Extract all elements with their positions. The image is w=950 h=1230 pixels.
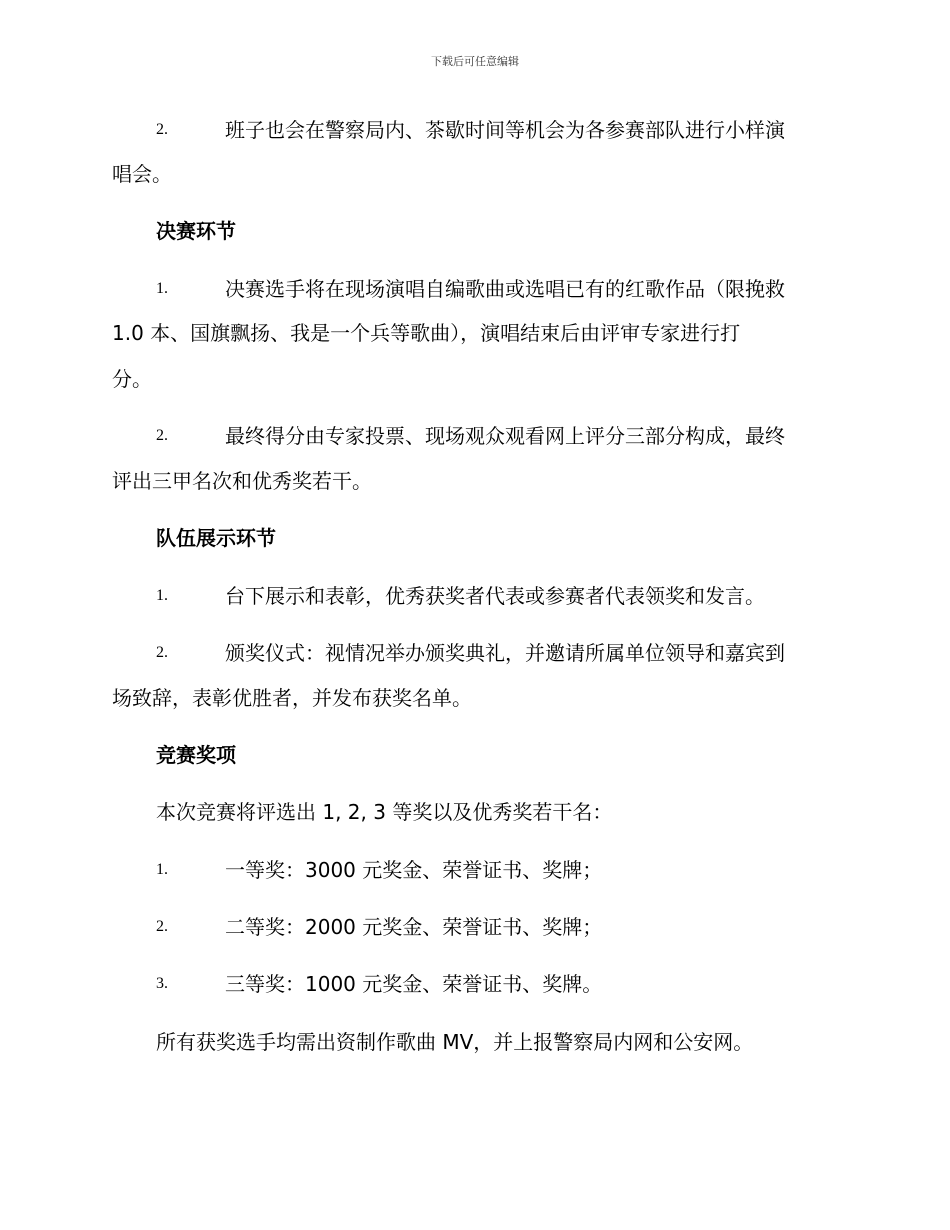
paragraph-continuation: 分。 — [112, 367, 152, 391]
list-item-text: 最终得分由专家投票、现场观众观看网上评分三部分构成，最终 — [225, 424, 785, 448]
section-heading: 决赛环节 — [156, 219, 236, 243]
list-item-text: 决赛选手将在现场演唱自编歌曲或选唱已有的红歌作品（限挽救 — [225, 277, 785, 301]
list-number: 2. — [156, 427, 168, 444]
paragraph-continuation: 1.0 本、国旗飘扬、我是一个兵等歌曲），演唱结束后由评审专家进行打 — [112, 321, 741, 345]
list-number: 1. — [156, 280, 168, 297]
list-item-text: 班子也会在警察局内、茶歇时间等机会为各参赛部队进行小样演 — [225, 118, 785, 142]
list-number: 3. — [156, 975, 168, 992]
page-header: 下载后可任意编辑 — [431, 55, 519, 68]
paragraph-continuation: 唱会。 — [112, 162, 172, 186]
list-number: 2. — [156, 121, 168, 138]
paragraph-continuation: 场致辞，表彰优胜者，并发布获奖名单。 — [112, 686, 472, 710]
list-number: 2. — [156, 918, 168, 935]
paragraph-text: 本次竞赛将评选出 1, 2, 3 等奖以及优秀奖若干名： — [156, 800, 613, 824]
list-item-text: 二等奖：2000 元奖金、荣誉证书、奖牌； — [225, 915, 603, 939]
paragraph-continuation: 评出三甲名次和优秀奖若干。 — [112, 469, 372, 493]
paragraph-text: 所有获奖选手均需出资制作歌曲 MV，并上报警察局内网和公安网。 — [156, 1030, 754, 1054]
list-number: 1. — [156, 861, 168, 878]
list-item-text: 颁奖仪式：视情况举办颁奖典礼，并邀请所属单位领导和嘉宾到 — [225, 641, 785, 665]
section-heading: 队伍展示环节 — [156, 526, 276, 550]
list-number: 1. — [156, 587, 168, 604]
list-item-text: 三等奖：1000 元奖金、荣誉证书、奖牌。 — [225, 972, 603, 996]
section-heading: 竞赛奖项 — [156, 743, 236, 767]
list-item-text: 台下展示和表彰，优秀获奖者代表或参赛者代表领奖和发言。 — [225, 584, 765, 608]
list-number: 2. — [156, 644, 168, 661]
list-item-text: 一等奖：3000 元奖金、荣誉证书、奖牌； — [225, 858, 603, 882]
